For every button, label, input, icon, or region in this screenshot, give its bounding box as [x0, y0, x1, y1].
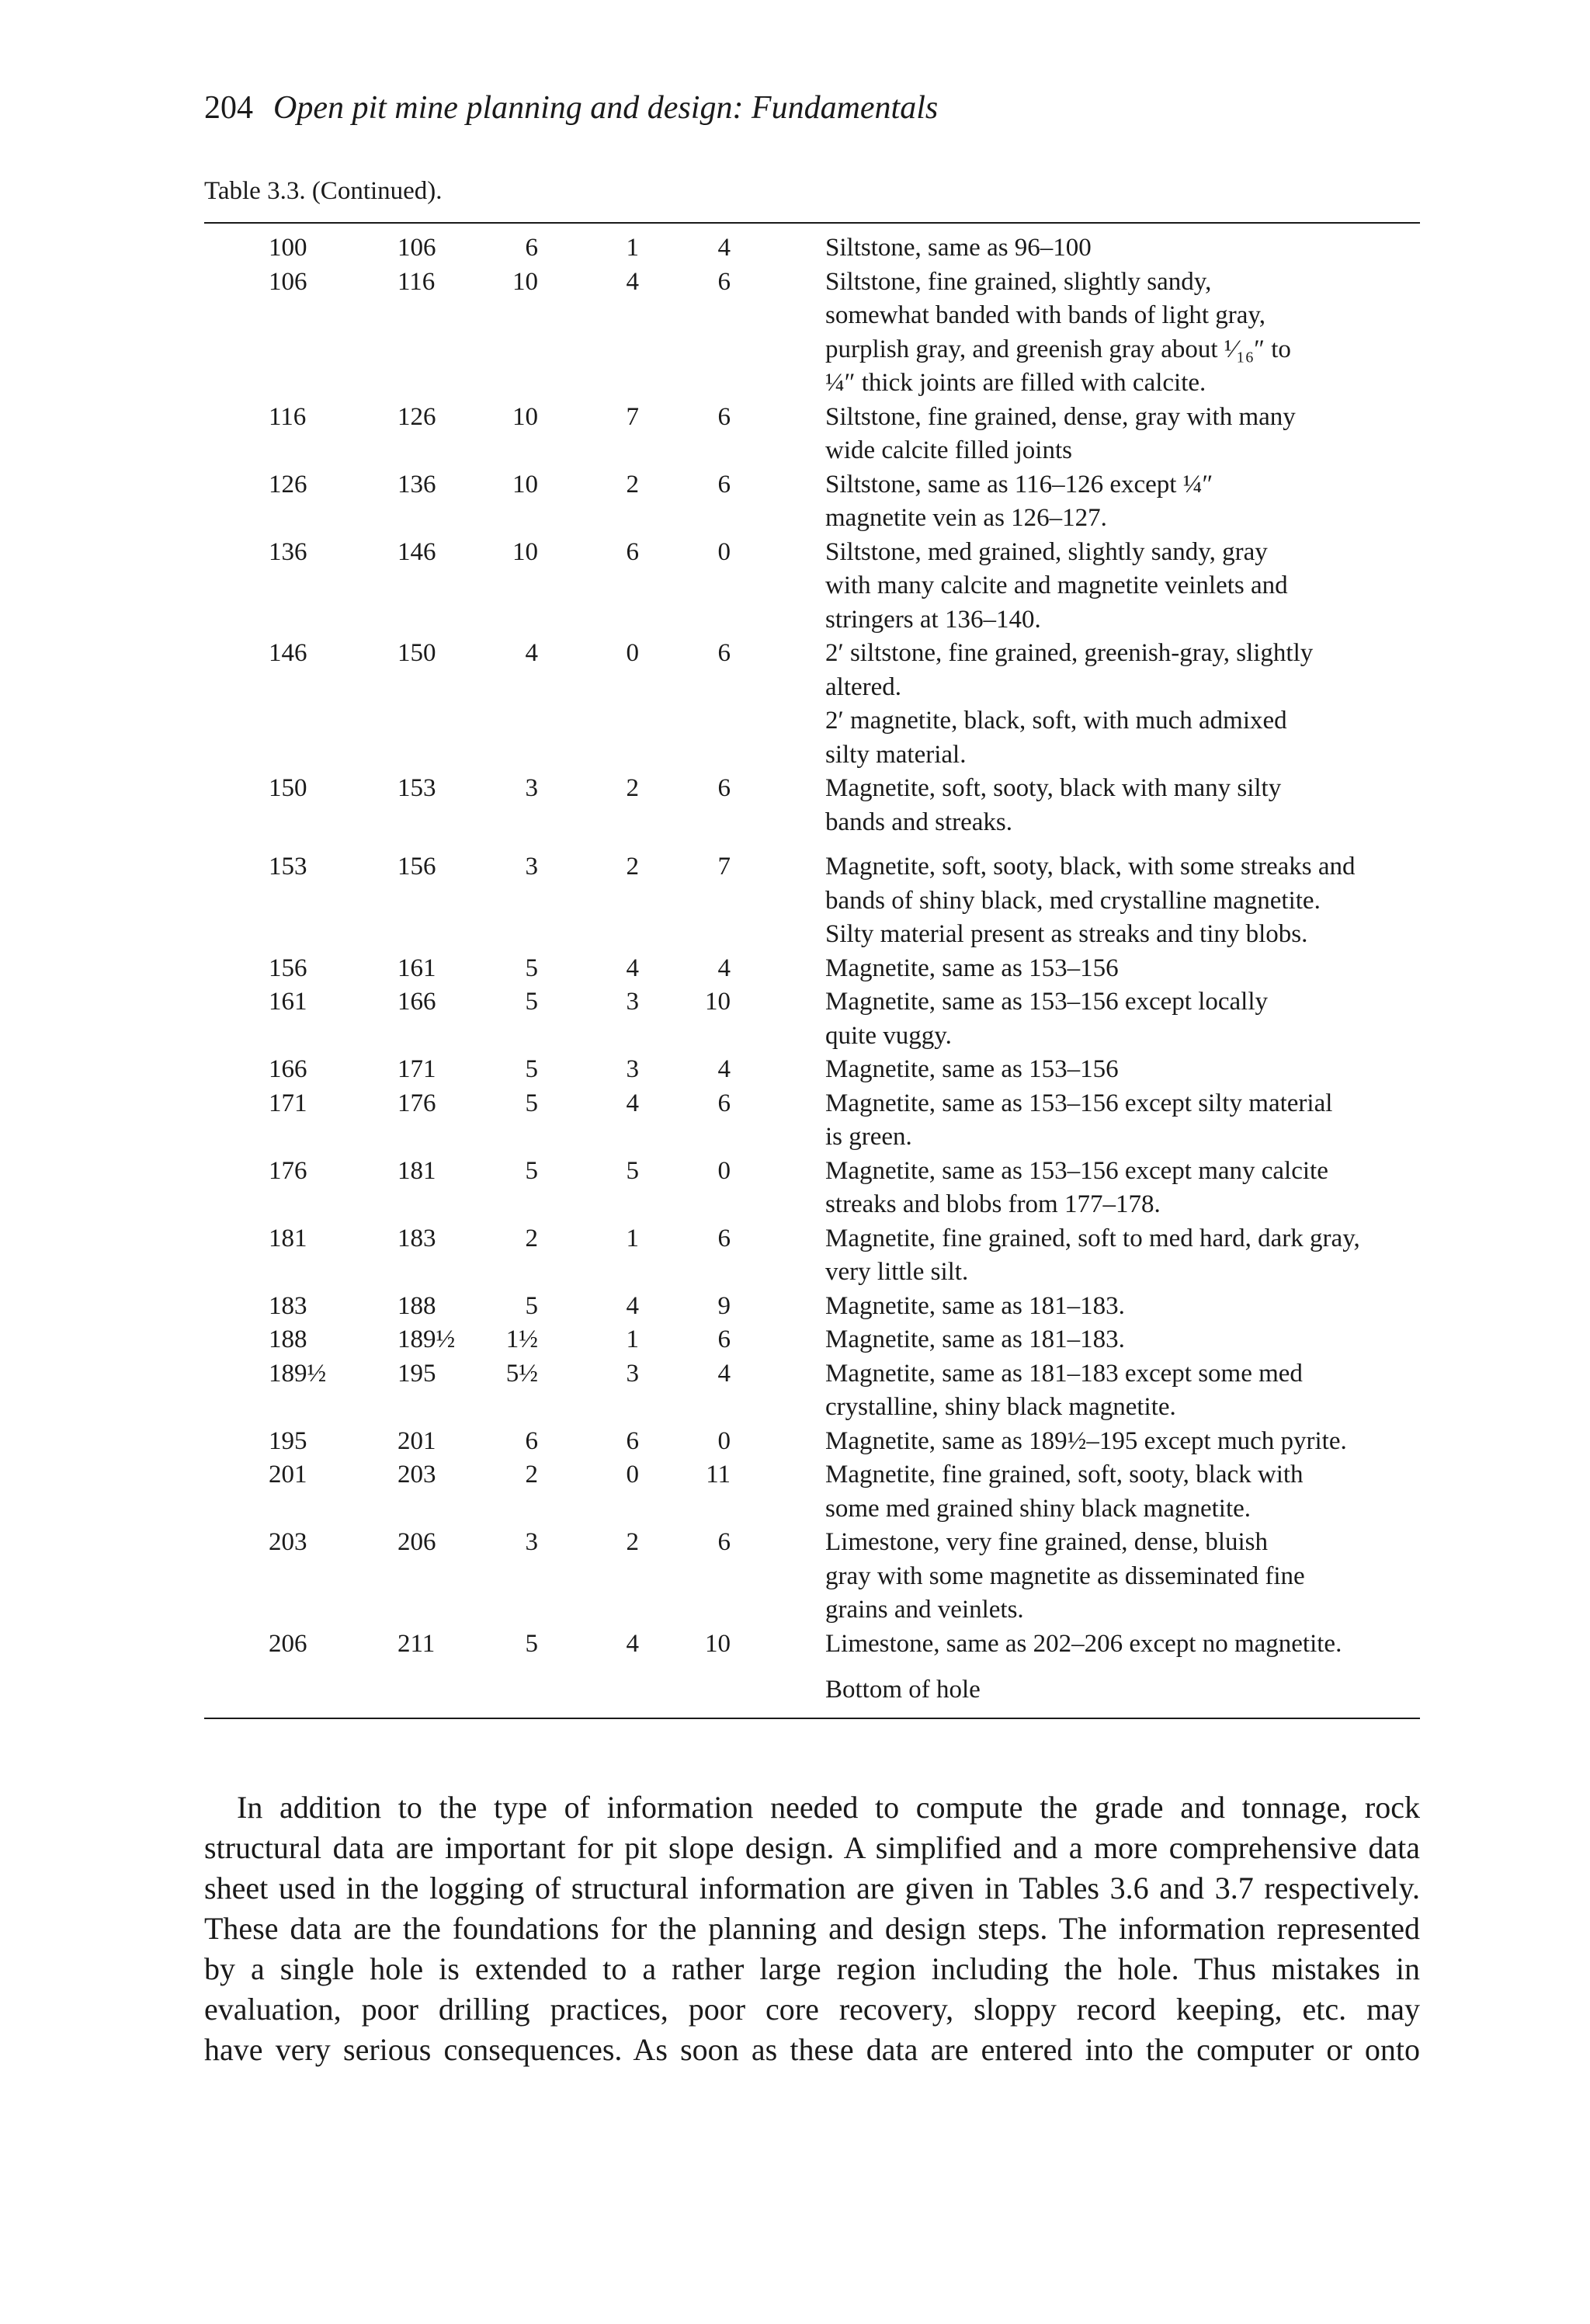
- paragraph-line: sheet used in the logging of structural information are given in Tables 3.6 and 3.7 respectively.: [204, 1871, 1420, 1905]
- recovery-in-cell: 6: [717, 1528, 731, 1556]
- depth-to-cell: 146: [398, 537, 436, 566]
- table-row: [204, 1425, 1420, 1459]
- description-cell: [825, 1222, 1420, 1290]
- recovery-ft-cell: 4: [626, 954, 639, 982]
- description-cell: [825, 1526, 1420, 1627]
- description-line: Magnetite, soft, sooty, black, with some streaks and: [825, 853, 1356, 881]
- depth-from-cell: 106: [269, 267, 307, 296]
- table-row: [204, 772, 1420, 839]
- length-ft-cell: 5: [525, 1156, 538, 1185]
- table-row: [204, 266, 1420, 401]
- description-line: somewhat banded with bands of light gray,: [825, 301, 1265, 329]
- description-line: 2′ magnetite, black, soft, with much admixed: [825, 707, 1287, 735]
- depth-from-cell: 176: [269, 1156, 307, 1185]
- recovery-in-cell: 4: [717, 1055, 731, 1083]
- depth-to-cell: 116: [398, 267, 436, 296]
- depth-from-cell: 166: [269, 1055, 307, 1083]
- description-line: wide calcite filled joints: [825, 436, 1072, 464]
- table-end-row: [204, 1673, 1420, 1707]
- recovery-in-cell: 6: [717, 470, 731, 498]
- description-line: Magnetite, same as 153–156: [825, 954, 1119, 982]
- depth-to-cell: 188: [398, 1291, 436, 1320]
- table-row: [204, 401, 1420, 468]
- length-ft-cell: 10: [512, 470, 538, 498]
- recovery-in-cell: 7: [717, 853, 731, 881]
- depth-from-cell: 195: [269, 1426, 307, 1455]
- description-line: stringers at 136–140.: [825, 605, 1041, 634]
- length-ft-cell: 10: [512, 402, 538, 431]
- depth-from-cell: 206: [269, 1629, 307, 1658]
- length-ft-cell: 1½: [505, 1325, 538, 1353]
- length-ft-cell: 3: [525, 853, 538, 881]
- paragraph-line: These data are the foundations for the planning and design steps. The information represented: [204, 1911, 1420, 1946]
- depth-to-cell: 126: [398, 402, 436, 431]
- recovery-in-cell: 11: [706, 1461, 731, 1489]
- description-line: 2′ siltstone, fine grained, greenish-gray, slightly: [825, 639, 1314, 667]
- body-paragraph: [204, 1787, 1420, 2070]
- description-line: Silty material present as streaks and tiny blobs.: [825, 920, 1308, 948]
- description-cell: [825, 1458, 1420, 1526]
- depth-to-cell: 166: [398, 988, 436, 1016]
- book-title: Open pit mine planning and design: Fundamentals: [273, 90, 939, 126]
- depth-to-cell: 171: [398, 1055, 436, 1083]
- description-cell: [825, 1357, 1420, 1425]
- recovery-ft-cell: 4: [626, 1089, 639, 1117]
- depth-to-cell: 183: [398, 1224, 436, 1252]
- description-line: very little silt.: [825, 1258, 969, 1286]
- recovery-ft-cell: 1: [626, 1224, 639, 1252]
- paragraph-line: by a single hole is extended to a rather large region including the hole. Thus mistakes in: [204, 1951, 1420, 1986]
- depth-to-cell: 136: [398, 470, 436, 498]
- description-line: Magnetite, same as 181–183.: [825, 1291, 1125, 1320]
- length-ft-cell: 5: [525, 988, 538, 1016]
- description-line: Limestone, same as 202–206 except no magnetite.: [825, 1629, 1342, 1658]
- recovery-ft-cell: 4: [626, 267, 639, 296]
- paragraph-line: have very serious consequences. As soon as these data are entered into the computer or onto: [204, 2032, 1420, 2067]
- description-line: bands and streaks.: [825, 808, 1013, 836]
- table-row: [204, 468, 1420, 536]
- table-row: [204, 536, 1420, 637]
- table-row: [204, 850, 1420, 952]
- description-cell: [825, 850, 1420, 952]
- depth-from-cell: 126: [269, 470, 307, 498]
- length-ft-cell: 3: [525, 774, 538, 802]
- description-line: crystalline, shiny black magnetite.: [825, 1393, 1176, 1421]
- description-line: Limestone, very fine grained, dense, bluish: [825, 1528, 1269, 1556]
- recovery-in-cell: 6: [717, 639, 731, 667]
- description-cell: [825, 468, 1420, 536]
- recovery-in-cell: 6: [717, 1325, 731, 1353]
- depth-from-cell: 183: [269, 1291, 307, 1320]
- length-ft-cell: 3: [525, 1528, 538, 1556]
- recovery-ft-cell: 6: [626, 537, 639, 566]
- description-line: ¼″ thick joints are filled with calcite.: [825, 369, 1206, 397]
- description-line: grains and veinlets.: [825, 1596, 1024, 1624]
- description-cell: [825, 536, 1420, 637]
- description-line: gray with some magnetite as disseminated fine: [825, 1561, 1305, 1590]
- table-row: [204, 1458, 1420, 1526]
- length-ft-cell: 5: [525, 954, 538, 982]
- length-ft-cell: 5: [525, 1291, 538, 1320]
- recovery-in-cell: 10: [705, 988, 731, 1016]
- depth-from-cell: 146: [269, 639, 307, 667]
- table-row: [204, 1222, 1420, 1290]
- depth-to-cell: 156: [398, 853, 436, 881]
- description-line: magnetite vein as 126–127.: [825, 504, 1107, 532]
- depth-to-cell: 153: [398, 774, 436, 802]
- recovery-ft-cell: 3: [626, 988, 639, 1016]
- recovery-in-cell: 0: [717, 1156, 731, 1185]
- recovery-ft-cell: 1: [626, 234, 639, 262]
- table-bottom-rule: [204, 1718, 1420, 1719]
- recovery-ft-cell: 2: [626, 853, 639, 881]
- recovery-in-cell: 0: [717, 537, 731, 566]
- description-cell: [825, 985, 1420, 1053]
- recovery-in-cell: 4: [717, 234, 731, 262]
- recovery-ft-cell: 0: [626, 639, 639, 667]
- recovery-in-cell: 6: [717, 774, 731, 802]
- paragraph-line: structural data are important for pit slope design. A simplified and a more comprehensive data: [204, 1830, 1420, 1865]
- description-line: Magnetite, same as 181–183.: [825, 1325, 1125, 1353]
- table-top-rule: [204, 222, 1420, 224]
- depth-to-cell: 206: [398, 1528, 436, 1556]
- description-line: bands of shiny black, med crystalline magnetite.: [825, 886, 1321, 915]
- table-row: [204, 1087, 1420, 1155]
- recovery-in-cell: 6: [717, 1089, 731, 1117]
- depth-from-cell: 188: [269, 1325, 307, 1353]
- description-line: Magnetite, soft, sooty, black with many silty: [825, 774, 1282, 802]
- length-ft-cell: 5: [525, 1055, 538, 1083]
- table-row: [204, 1323, 1420, 1357]
- description-line: silty material.: [825, 740, 967, 769]
- description-line: Magnetite, same as 181–183 except some med: [825, 1359, 1303, 1388]
- recovery-in-cell: 6: [717, 1224, 731, 1252]
- recovery-in-cell: 9: [717, 1291, 731, 1320]
- description-line: some med grained shiny black magnetite.: [825, 1494, 1252, 1523]
- recovery-in-cell: 10: [705, 1629, 731, 1658]
- recovery-ft-cell: 4: [626, 1629, 639, 1658]
- table-row: [204, 1357, 1420, 1425]
- recovery-in-cell: 0: [717, 1426, 731, 1455]
- description-line: altered.: [825, 672, 902, 701]
- description-line: Siltstone, fine grained, dense, gray with many: [825, 402, 1296, 431]
- recovery-in-cell: 6: [717, 402, 731, 431]
- table-row: [204, 231, 1420, 266]
- description-cell: [825, 637, 1420, 772]
- length-ft-cell: 10: [512, 537, 538, 566]
- recovery-ft-cell: 2: [626, 1528, 639, 1556]
- recovery-ft-cell: 6: [626, 1426, 639, 1455]
- description-cell: [825, 1053, 1420, 1087]
- depth-to-cell: 201: [398, 1426, 436, 1455]
- depth-from-cell: 203: [269, 1528, 307, 1556]
- depth-from-cell: 171: [269, 1089, 307, 1117]
- paragraph-line: evaluation, poor drilling practices, poor core recovery, sloppy record keeping, etc. may: [204, 1992, 1420, 2027]
- page-number: 204: [204, 90, 253, 126]
- drill-log-table: [204, 231, 1420, 1707]
- depth-from-cell: 100: [269, 234, 307, 262]
- depth-from-cell: 153: [269, 853, 307, 881]
- table-row: [204, 952, 1420, 986]
- depth-from-cell: 150: [269, 774, 307, 802]
- recovery-ft-cell: 5: [626, 1156, 639, 1185]
- recovery-ft-cell: 0: [626, 1461, 639, 1489]
- depth-from-cell: 189½: [269, 1359, 327, 1388]
- description-cell: [825, 772, 1420, 839]
- length-ft-cell: 2: [525, 1461, 538, 1489]
- description-line: streaks and blobs from 177–178.: [825, 1190, 1161, 1218]
- table-row: [204, 985, 1420, 1053]
- description-line: Magnetite, same as 153–156 except locally: [825, 988, 1268, 1016]
- depth-to-cell: 176: [398, 1089, 436, 1117]
- recovery-in-cell: 4: [717, 1359, 731, 1388]
- depth-from-cell: 136: [269, 537, 307, 566]
- length-ft-cell: 5½: [505, 1359, 538, 1388]
- description-line: Magnetite, same as 153–156 except silty material: [825, 1089, 1333, 1117]
- description-cell: [825, 1290, 1420, 1324]
- description-cell: [825, 401, 1420, 468]
- depth-to-cell: 189½: [398, 1325, 456, 1353]
- running-head: [204, 92, 938, 124]
- recovery-in-cell: 6: [717, 267, 731, 296]
- recovery-ft-cell: 3: [626, 1359, 639, 1388]
- bottom-of-hole-note: Bottom of hole: [825, 1676, 981, 1704]
- length-ft-cell: 2: [525, 1224, 538, 1252]
- description-line: is green.: [825, 1123, 912, 1151]
- depth-from-cell: 201: [269, 1461, 307, 1489]
- table-row: [204, 1290, 1420, 1324]
- description-cell: [825, 1627, 1420, 1662]
- length-ft-cell: 4: [525, 639, 538, 667]
- description-cell: [825, 1425, 1420, 1459]
- depth-to-cell: 211: [398, 1629, 436, 1658]
- recovery-in-cell: 4: [717, 954, 731, 982]
- depth-to-cell: 106: [398, 234, 436, 262]
- recovery-ft-cell: 3: [626, 1055, 639, 1083]
- description-line: Siltstone, same as 96–100: [825, 234, 1092, 262]
- description-line: Siltstone, fine grained, slightly sandy,: [825, 267, 1212, 296]
- description-line: Magnetite, same as 189½–195 except much pyrite.: [825, 1426, 1347, 1455]
- depth-from-cell: 161: [269, 988, 307, 1016]
- table-row: [204, 1526, 1420, 1627]
- depth-to-cell: 181: [398, 1156, 436, 1185]
- description-cell: [825, 952, 1420, 986]
- depth-to-cell: 150: [398, 639, 436, 667]
- description-line: purplish gray, and greenish gray about ¹⁄₁₆″ to: [825, 335, 1291, 363]
- description-cell: [825, 1155, 1420, 1222]
- table-row: [204, 1155, 1420, 1222]
- length-ft-cell: 6: [525, 1426, 538, 1455]
- depth-from-cell: 181: [269, 1224, 307, 1252]
- depth-from-cell: 116: [269, 402, 307, 431]
- depth-to-cell: 203: [398, 1461, 436, 1489]
- length-ft-cell: 5: [525, 1089, 538, 1117]
- length-ft-cell: 6: [525, 234, 538, 262]
- recovery-ft-cell: 2: [626, 470, 639, 498]
- description-cell: [825, 1087, 1420, 1155]
- paragraph-line: In addition to the type of information needed to compute the grade and tonnage, rock: [237, 1790, 1420, 1825]
- depth-to-cell: 195: [398, 1359, 436, 1388]
- length-ft-cell: 10: [512, 267, 538, 296]
- description-line: Magnetite, fine grained, soft to med hard, dark gray,: [825, 1224, 1360, 1252]
- table-caption: Table 3.3. (Continued).: [204, 177, 443, 205]
- recovery-ft-cell: 1: [626, 1325, 639, 1353]
- description-line: Magnetite, same as 153–156 except many calcite: [825, 1156, 1328, 1185]
- recovery-ft-cell: 4: [626, 1291, 639, 1320]
- description-cell: [825, 266, 1420, 401]
- depth-from-cell: 156: [269, 954, 307, 982]
- recovery-ft-cell: 7: [626, 402, 639, 431]
- table-row: [204, 1053, 1420, 1087]
- depth-to-cell: 161: [398, 954, 436, 982]
- recovery-ft-cell: 2: [626, 774, 639, 802]
- description-line: with many calcite and magnetite veinlets and: [825, 571, 1288, 599]
- description-cell: [825, 1323, 1420, 1357]
- length-ft-cell: 5: [525, 1629, 538, 1658]
- table-row: [204, 1627, 1420, 1662]
- description-line: Magnetite, same as 153–156: [825, 1055, 1119, 1083]
- description-line: Siltstone, same as 116–126 except ¼″: [825, 470, 1213, 498]
- description-line: quite vuggy.: [825, 1021, 952, 1050]
- description-cell: [825, 231, 1420, 266]
- description-line: Magnetite, fine grained, soft, sooty, black with: [825, 1461, 1304, 1489]
- description-line: Siltstone, med grained, slightly sandy, gray: [825, 537, 1268, 566]
- table-row: [204, 637, 1420, 772]
